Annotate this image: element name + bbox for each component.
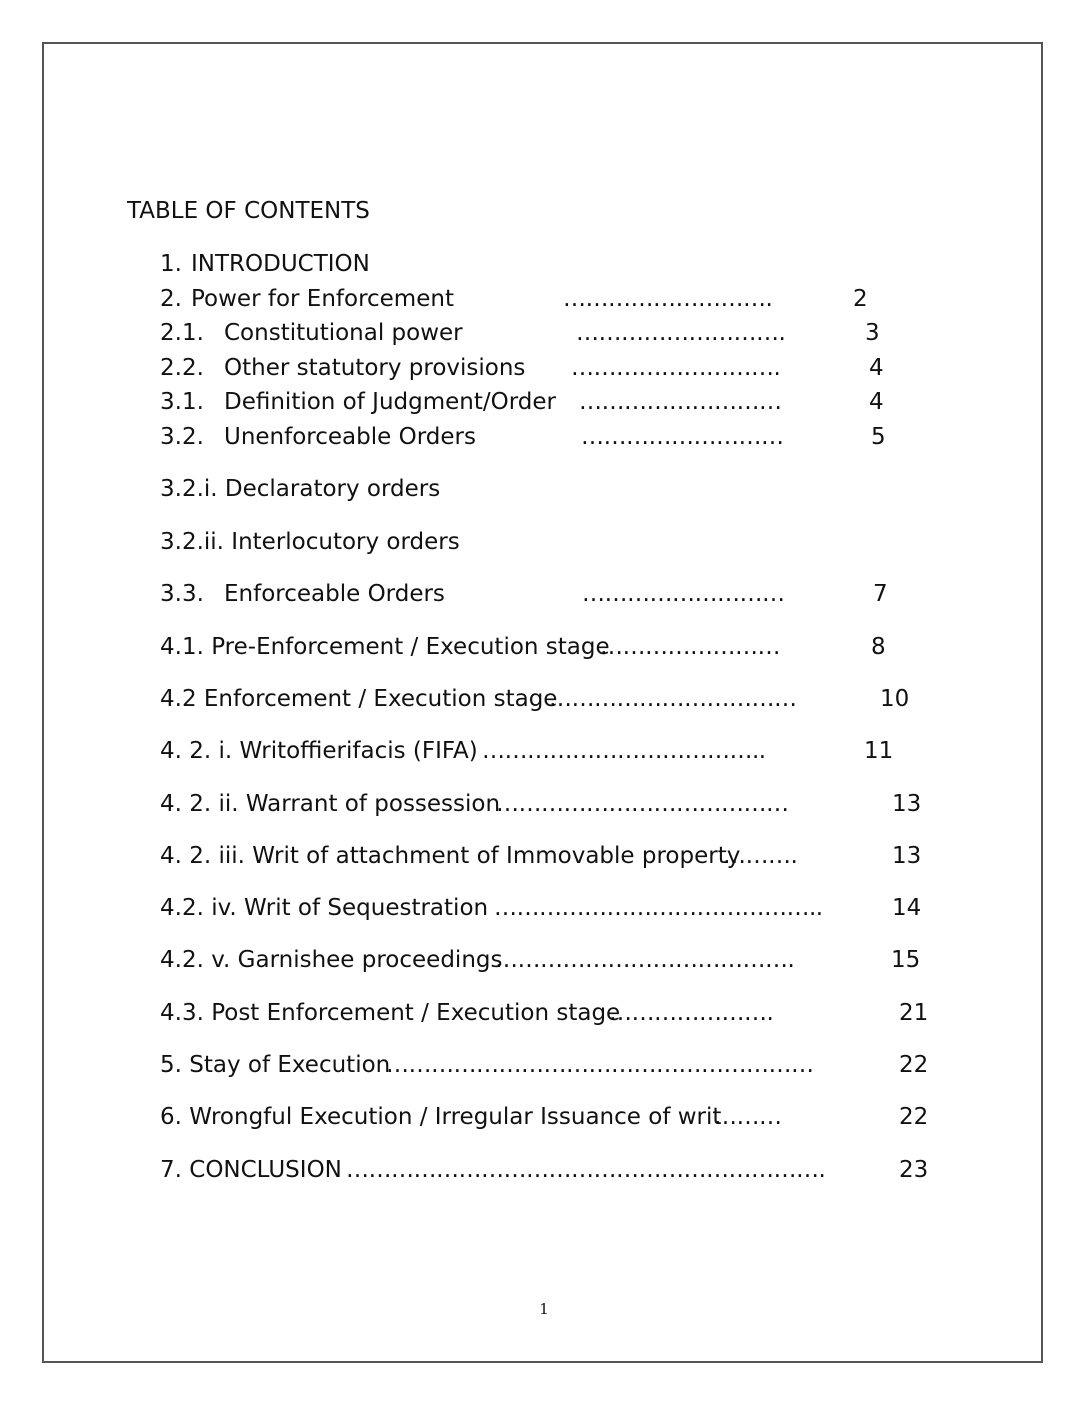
toc-page-number: 15	[891, 947, 921, 973]
toc-entry-title: Definition of Judgment/Order	[224, 389, 556, 415]
toc-entry-title: 4.2. iv. Writ of Sequestration	[160, 895, 489, 921]
toc-dot-leader: ………………………	[581, 424, 784, 450]
toc-entry-enforceable-orders	[0, 579, 1088, 609]
toc-page-number: 8	[871, 634, 886, 660]
toc-dot-leader: ……………………….	[571, 355, 781, 381]
toc-dot-leader: ……………………	[600, 634, 780, 660]
toc-page-number: 13	[892, 843, 922, 869]
toc-entry-title: Other statutory provisions	[224, 355, 526, 381]
toc-entry-declaratory-orders	[0, 474, 1088, 504]
footer-page-number: 1	[539, 1300, 549, 1318]
toc-page-number: 5	[871, 424, 886, 450]
toc-page-number: 4	[869, 389, 884, 415]
toc-entry-unenforceable-orders	[0, 422, 1088, 452]
toc-dot-leader: ………………………………..	[482, 738, 766, 764]
toc-page-number: 22	[899, 1052, 929, 1078]
toc-entry-enforcement-stage	[0, 684, 1088, 714]
toc-entry-number: 2.1.	[160, 320, 204, 346]
toc-entry-number: 2.	[160, 286, 182, 312]
toc-entry-fifa	[0, 736, 1088, 766]
toc-entry-number: 3.1.	[160, 389, 204, 415]
toc-entry-title: 6. Wrongful Execution / Irregular Issuance of writ	[160, 1104, 722, 1130]
toc-entry-title: 7. CONCLUSION	[160, 1157, 342, 1183]
toc-page-number: 23	[899, 1157, 929, 1183]
toc-entry-interlocutory-orders	[0, 527, 1088, 557]
toc-entry-warrant-of-possession	[0, 789, 1088, 819]
toc-entry-title: Enforceable Orders	[224, 581, 445, 607]
toc-dot-leader: ………………….	[609, 1000, 774, 1026]
toc-dot-leader: …………………………………	[496, 791, 789, 817]
toc-dot-leader: ……………………….	[576, 320, 786, 346]
toc-page-number: 10	[880, 686, 910, 712]
toc-entry-definition-of-judgment	[0, 387, 1088, 417]
toc-page-number: 2	[853, 286, 868, 312]
toc-entry-conclusion	[0, 1155, 1088, 1185]
toc-dot-leader: ………………………	[579, 389, 782, 415]
toc-page-number: 4	[869, 355, 884, 381]
toc-entry-wrongful-execution	[0, 1102, 1088, 1132]
toc-entry-introduction	[0, 249, 1088, 279]
toc-dot-leader: …………………………………………………	[386, 1052, 814, 1078]
toc-entry-title: Unenforceable Orders	[224, 424, 476, 450]
toc-entry-stay-of-execution	[0, 1050, 1088, 1080]
toc-entry-title: 4. 2. i. Writoffierifacis (FIFA)	[160, 738, 478, 764]
toc-entry-power-for-enforcement	[0, 284, 1088, 314]
toc-entry-number: 2.2.	[160, 355, 204, 381]
toc-entry-constitutional-power	[0, 318, 1088, 348]
toc-heading: TABLE OF CONTENTS	[127, 198, 370, 224]
toc-dot-leader: ……………………………	[549, 686, 797, 712]
toc-entry-title: 4.2 Enforcement / Execution stage	[160, 686, 558, 712]
toc-entry-writ-of-attachment	[0, 841, 1088, 871]
toc-page-number: 13	[892, 791, 922, 817]
toc-page-number: 22	[899, 1104, 929, 1130]
toc-dot-leader: ……………………………………..	[494, 895, 823, 921]
toc-entry-number: 3.3.	[160, 581, 204, 607]
toc-page-number: 7	[873, 581, 888, 607]
toc-entry-title: Power for Enforcement	[191, 286, 454, 312]
toc-page-number: 3	[865, 320, 880, 346]
toc-entry-number: 1.	[160, 251, 182, 277]
toc-entry-title: 4. 2. iii. Writ of attachment of Immovable property	[160, 843, 741, 869]
toc-entry-title: 3.2.i. Declaratory orders	[160, 476, 441, 502]
toc-dot-leader: ………	[714, 1104, 782, 1130]
toc-dot-leader: ………………………………….	[495, 947, 795, 973]
toc-entry-title: INTRODUCTION	[191, 251, 370, 277]
toc-entry-title: 4.2. v. Garnishee proceedings	[160, 947, 503, 973]
toc-page-number: 11	[864, 738, 894, 764]
toc-dot-leader: ……………………….	[563, 286, 773, 312]
toc-dot-leader: ……………………………………………………….	[346, 1157, 826, 1183]
toc-entry-number: 3.2.	[160, 424, 204, 450]
toc-page-number: 14	[892, 895, 922, 921]
toc-entry-title: 4.1. Pre-Enforcement / Execution stage	[160, 634, 610, 660]
toc-page-number: 21	[899, 1000, 929, 1026]
toc-entry-title: 5. Stay of Execution	[160, 1052, 391, 1078]
toc-entry-title: 4.3. Post Enforcement / Execution stage	[160, 1000, 621, 1026]
toc-entry-other-statutory-provisions	[0, 353, 1088, 383]
toc-entry-post-enforcement	[0, 998, 1088, 1028]
toc-entry-title: 4. 2. ii. Warrant of possession	[160, 791, 501, 817]
toc-dot-leader: ……….	[723, 843, 798, 869]
toc-entry-garnishee-proceedings	[0, 945, 1088, 975]
toc-entry-pre-enforcement	[0, 632, 1088, 662]
toc-dot-leader: ………………………	[582, 581, 785, 607]
toc-entry-writ-of-sequestration	[0, 893, 1088, 923]
toc-entry-title: Constitutional power	[224, 320, 463, 346]
toc-entry-title: 3.2.ii. Interlocutory orders	[160, 529, 460, 555]
